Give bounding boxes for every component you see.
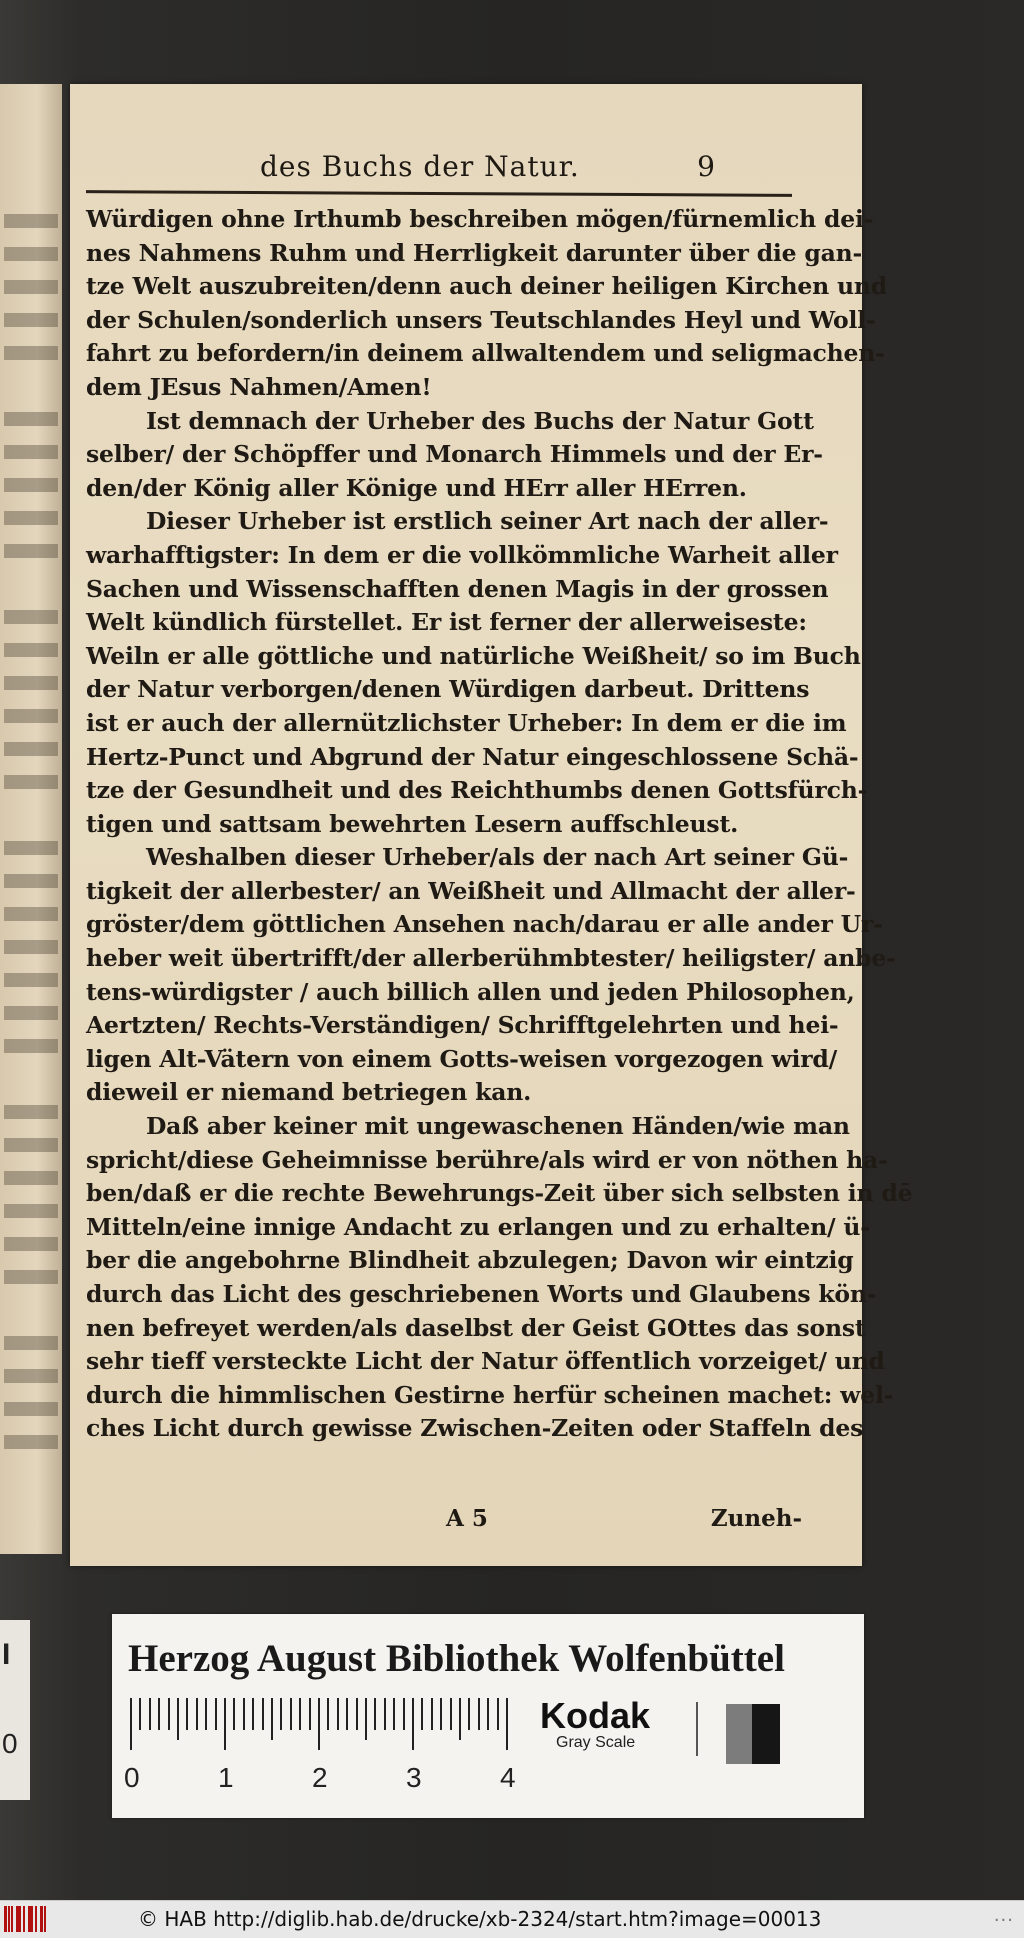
adjacent-page-text-fragment — [4, 346, 58, 360]
barcode-stripe — [23, 1906, 25, 1932]
text-line: nes Nahmens Ruhm und Herrligkeit darunter über die gan- — [86, 238, 863, 267]
text-line: Ist demnach der Urheber des Buchs der Natur Gott — [146, 406, 814, 435]
ruler-tick — [365, 1698, 367, 1740]
text-line: nen befreyet werden/als daselbst der Geist GOttes das sonst — [86, 1313, 866, 1342]
text-line: tigkeit der allerbester/ an Weißheit und Allmacht der aller- — [86, 876, 856, 905]
page-text — [86, 203, 913, 1446]
adjacent-page-text-fragment — [4, 412, 58, 426]
adjacent-page-text-fragment — [4, 280, 58, 294]
text-line: Würdigen ohne Irthumb beschreiben mögen/fürnemlich dei- — [86, 205, 874, 233]
library-name: Herzog August Bibliothek Wolfenbüttel — [128, 1637, 785, 1680]
ruler-tick — [158, 1698, 160, 1730]
barcode-icon — [4, 1906, 48, 1932]
text-line: dieweil er niemand betriegen kan. — [86, 1078, 532, 1107]
adjacent-page-text-fragment — [4, 1435, 58, 1449]
text-line: tigen und sattsam bewehrten Lesern auffschleust. — [86, 809, 739, 838]
adjacent-page-text-fragment — [4, 1039, 58, 1053]
adjacent-page-text-fragment — [4, 709, 58, 723]
ruler-tick — [309, 1698, 311, 1730]
adjacent-page-text-fragment — [4, 907, 58, 921]
running-head-title: des Buchs der Natur. — [260, 150, 580, 183]
adjacent-card-edge — [0, 1620, 30, 1800]
copyright-bar — [0, 1900, 1024, 1938]
ruler-tick — [139, 1698, 141, 1730]
adjacent-page-text-fragment — [4, 445, 58, 459]
copyright-url[interactable]: © HAB http://diglib.hab.de/drucke/xb-2324/start.htm?image=00013 — [138, 1907, 822, 1931]
text-line: warhafftigster: In dem er die vollkömmliche Warheit aller — [86, 540, 838, 569]
ruler-tick — [506, 1698, 508, 1750]
ruler-tick — [421, 1698, 423, 1730]
page-footer — [86, 1505, 802, 1539]
adjacent-page-text-fragment — [4, 478, 58, 492]
ruler-tick — [186, 1698, 188, 1730]
page-number: 9 — [697, 150, 716, 183]
signature-mark: A 5 — [446, 1505, 488, 1532]
adjacent-page-text-fragment — [4, 775, 58, 789]
ruler-number: 4 — [500, 1762, 516, 1793]
adjacent-page-text-fragment — [4, 610, 58, 624]
adjacent-page-text-fragment — [4, 511, 58, 525]
ruler-tick — [205, 1698, 207, 1730]
ruler-tick — [374, 1698, 376, 1730]
barcode-stripe — [40, 1906, 43, 1932]
ruler-tick — [290, 1698, 292, 1730]
ruler-tick — [487, 1698, 489, 1730]
ruler-number: 3 — [406, 1762, 422, 1793]
gray-patch-dark — [752, 1704, 780, 1764]
adjacent-card-letter: I — [2, 1638, 11, 1671]
adjacent-page-text-fragment — [4, 1006, 58, 1020]
adjacent-page-text-fragment — [4, 1336, 58, 1350]
text-line: den/der König aller Könige und HErr aller HErren. — [86, 473, 747, 502]
ruler-tick — [393, 1698, 395, 1730]
text-line: Aertzten/ Rechts-Verständigen/ Schrifftgelehrten und hei- — [86, 1011, 839, 1040]
text-line: selber/ der Schöpffer und Monarch Himmels und der Er- — [86, 440, 823, 469]
ruler-tick — [224, 1698, 226, 1750]
text-line: tze Welt auszubreiten/denn auch deiner heiligen Kirchen und — [86, 272, 888, 301]
adjacent-card-number: 0 — [2, 1728, 18, 1759]
text-line: durch das Licht des geschriebenen Worts und Glaubens kön- — [86, 1280, 877, 1308]
catchword: Zuneh- — [710, 1505, 802, 1532]
text-line: heber weit übertrifft/der allerberühmbtester/ heiligster/ anbe- — [86, 944, 896, 973]
ruler-tick — [215, 1698, 217, 1730]
text-line: fahrt zu befordern/in deinem allwaltendem und seligmachen- — [86, 339, 885, 368]
barcode-stripe — [8, 1906, 10, 1932]
scale-ruler — [124, 1698, 516, 1793]
gray-scale-label: Gray Scale — [556, 1734, 636, 1751]
ruler-tick — [459, 1698, 461, 1740]
ruler-tick — [440, 1698, 442, 1730]
text-line: Sachen und Wissenschafften denen Magis in der grossen — [86, 574, 829, 603]
text-line: ligen Alt-Vätern von einem Gotts-weisen vorgezogen wird/ — [86, 1044, 837, 1073]
ruler-number: 2 — [312, 1762, 328, 1793]
ruler-tick — [412, 1698, 414, 1750]
text-line: tens-würdigster / auch billich allen und jeden Philosophen, — [86, 977, 855, 1006]
adjacent-page-text-fragment — [4, 1369, 58, 1383]
library-color-card — [112, 1614, 864, 1818]
ruler-tick — [252, 1698, 254, 1730]
adjacent-page-text-fragment — [4, 313, 58, 327]
adjacent-page-text-fragment — [4, 1237, 58, 1251]
ruler-tick — [149, 1698, 151, 1730]
text-line: der Natur verborgen/denen Würdigen darbeut. Drittens — [86, 675, 810, 704]
ruler-number: 0 — [124, 1762, 140, 1793]
kodak-gray-scale — [540, 1695, 651, 1752]
adjacent-page-edge — [0, 84, 62, 1554]
adjacent-page-text-fragment — [4, 1204, 58, 1218]
ruler-tick — [299, 1698, 301, 1730]
running-head — [176, 150, 716, 190]
adjacent-page-text-fragment — [4, 544, 58, 558]
adjacent-page-text-fragment — [4, 742, 58, 756]
adjacent-page-text-fragment — [4, 874, 58, 888]
ruler-tick — [271, 1698, 273, 1740]
ruler-tick — [450, 1698, 452, 1730]
ruler-number: 1 — [218, 1762, 234, 1793]
text-line: Mitteln/eine innige Andacht zu erlangen und zu erhalten/ ü- — [86, 1212, 870, 1241]
text-line: ist er auch der allernützlichster Urheber: In dem er die im — [86, 708, 847, 737]
ruler-tick — [468, 1698, 470, 1730]
ruler-tick — [318, 1698, 320, 1750]
ruler-tick — [177, 1698, 179, 1740]
adjacent-page-text-fragment — [4, 1270, 58, 1284]
adjacent-page-text-fragment — [4, 1105, 58, 1119]
barcode-stripe — [11, 1906, 13, 1932]
ruler-tick — [262, 1698, 264, 1730]
text-line: dem JEsus Nahmen/Amen! — [86, 372, 432, 401]
text-line: ben/daß er die rechte Bewehrungs-Zeit über sich selbsten in dē — [86, 1179, 913, 1208]
gray-divider — [696, 1702, 698, 1756]
text-line: sehr tieff versteckte Licht der Natur öffentlich vorzeiget/ und — [86, 1347, 885, 1376]
barcode-stripe — [31, 1906, 33, 1932]
ruler-tick — [478, 1698, 480, 1730]
adjacent-page-text-fragment — [4, 1138, 58, 1152]
ruler-tick — [243, 1698, 245, 1730]
text-line: ber die angebohrne Blindheit abzulegen; Davon wir eintzig — [86, 1246, 854, 1275]
text-line: durch die himmlischen Gestirne herfür scheinen machet: wel- — [86, 1380, 894, 1409]
barcode-stripe — [35, 1906, 37, 1932]
gray-patch-mid — [726, 1704, 752, 1764]
ruler-tick — [168, 1698, 170, 1730]
ruler-tick — [337, 1698, 339, 1730]
ruler-tick — [196, 1698, 198, 1730]
adjacent-page-text-fragment — [4, 643, 58, 657]
text-line: Weiln er alle göttliche und natürliche Weißheit/ so im Buch — [86, 641, 861, 670]
adjacent-page-text-fragment — [4, 1171, 58, 1185]
ruler-tick — [130, 1698, 132, 1750]
adjacent-page-text-fragment — [4, 940, 58, 954]
barcode-stripe — [44, 1906, 46, 1932]
adjacent-page-text-fragment — [4, 841, 58, 855]
text-line: der Schulen/sonderlich unsers Teutschlandes Heyl und Woll- — [86, 305, 876, 334]
ruler-tick — [403, 1698, 405, 1730]
text-line: Daß aber keiner mit ungewaschenen Händen/wie man — [146, 1112, 850, 1141]
ruler-tick — [497, 1698, 499, 1730]
adjacent-page-text-fragment — [4, 214, 58, 228]
text-line: Weshalben dieser Urheber/als der nach Art seiner Gü- — [146, 843, 849, 872]
text-line: spricht/diese Geheimnisse berühre/als wird er von nöthen ha- — [86, 1145, 888, 1174]
barcode-stripe — [19, 1906, 21, 1932]
ruler-tick — [233, 1698, 235, 1730]
ruler-tick — [346, 1698, 348, 1730]
adjacent-page-text-fragment — [4, 247, 58, 261]
text-line: tze der Gesundheit und des Reichthumbs denen Gottsfürch- — [86, 776, 868, 805]
text-line: ches Licht durch gewisse Zwischen-Zeiten oder Staffeln des — [86, 1414, 864, 1443]
ruler-tick — [431, 1698, 433, 1730]
text-line: gröster/dem göttlichen Ansehen nach/darau er alle ander Ur- — [86, 910, 883, 939]
ruler-tick — [327, 1698, 329, 1730]
text-line: Hertz-Punct und Abgrund der Natur eingeschlossene Schä- — [86, 742, 859, 771]
barcode-stripe — [4, 1906, 7, 1932]
more-icon[interactable]: ... — [993, 1905, 1014, 1926]
ruler-tick — [384, 1698, 386, 1730]
text-line: Dieser Urheber ist erstlich seiner Art nach der aller- — [146, 507, 829, 536]
kodak-logo: Kodak — [540, 1695, 651, 1736]
text-line: Welt kündlich fürstellet. Er ist ferner der allerweiseste: — [86, 608, 807, 637]
ruler-tick — [356, 1698, 358, 1730]
ruler-tick — [280, 1698, 282, 1730]
adjacent-page-text-fragment — [4, 973, 58, 987]
adjacent-page-text-fragment — [4, 1402, 58, 1416]
adjacent-page-text-fragment — [4, 676, 58, 690]
